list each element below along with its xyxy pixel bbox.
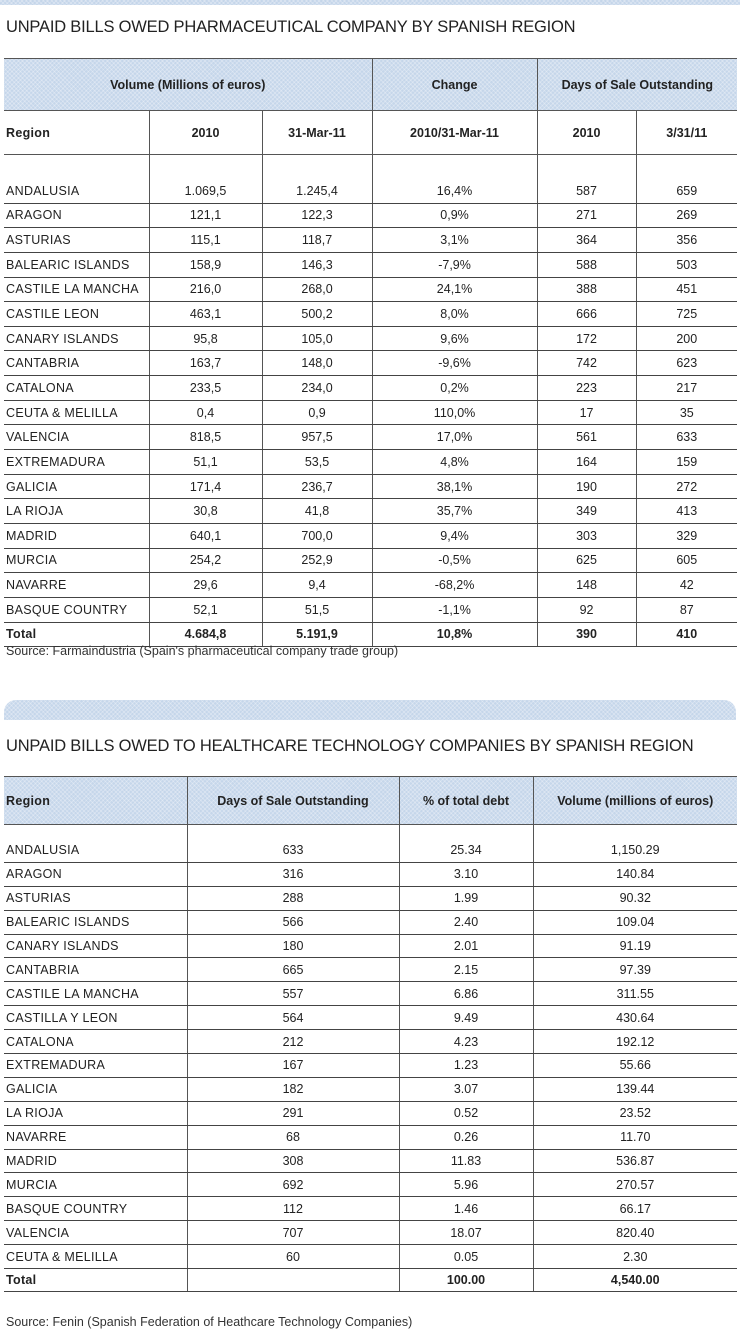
column-header-dso-mar11: 3/31/11 (636, 111, 737, 155)
dso-group-header: Days of Sale Outstanding (537, 59, 737, 111)
value-cell: 308 (187, 1149, 399, 1173)
value-cell: 1,150.29 (533, 839, 737, 862)
column-header-dso-2010: 2010 (537, 111, 636, 155)
region-cell: MURCIA (4, 1173, 187, 1197)
region-cell: ASTURIAS (4, 886, 187, 910)
table-row (4, 548, 737, 573)
header-spacer-row (4, 155, 737, 180)
value-cell: 109.04 (533, 910, 737, 934)
value-cell: 148 (537, 573, 636, 598)
value-cell: 91.19 (533, 934, 737, 958)
region-cell: BALEARIC ISLANDS (4, 910, 187, 934)
region-cell: CANARY ISLANDS (4, 326, 149, 351)
pharma-table-title: UNPAID BILLS OWED PHARMACEUTICAL COMPANY BY SPANISH REGION (6, 18, 576, 36)
value-cell: 633 (187, 839, 399, 862)
table-row (4, 203, 737, 228)
value-cell: 122,3 (262, 203, 372, 228)
value-cell: 818,5 (149, 425, 262, 450)
value-cell: 51,5 (262, 597, 372, 622)
total-value-cell: 410 (636, 622, 737, 646)
value-cell: 1.46 (399, 1197, 533, 1221)
value-cell: 66.17 (533, 1197, 737, 1221)
spacer-cell (636, 155, 737, 180)
total-value-cell: 5.191,9 (262, 622, 372, 646)
value-cell: 742 (537, 351, 636, 376)
value-cell: 500,2 (262, 302, 372, 327)
table-row (4, 179, 737, 203)
value-cell: 171,4 (149, 474, 262, 499)
table-row (4, 1054, 737, 1078)
value-cell: 24,1% (372, 277, 537, 302)
total-value-cell: 4.684,8 (149, 622, 262, 646)
total-row (4, 622, 737, 646)
value-cell: 451 (636, 277, 737, 302)
pharma-unpaid-bills-table (4, 58, 737, 647)
pharma-source-note: Source: Farmaindustria (Spain's pharmaceutical company trade group) (6, 644, 399, 658)
table-row (4, 958, 737, 982)
value-cell: 118,7 (262, 228, 372, 253)
value-cell: 192.12 (533, 1030, 737, 1054)
value-cell: 2.40 (399, 910, 533, 934)
spacer-cell (537, 155, 636, 180)
value-cell: 3.10 (399, 862, 533, 886)
value-cell: 463,1 (149, 302, 262, 327)
table-row (4, 400, 737, 425)
table-row (4, 499, 737, 524)
table-row (4, 1101, 737, 1125)
table-row (4, 573, 737, 598)
value-cell: 625 (537, 548, 636, 573)
value-cell: 665 (187, 958, 399, 982)
table-row (4, 252, 737, 277)
region-cell: CASTILLA Y LEON (4, 1006, 187, 1030)
value-cell: 146,3 (262, 252, 372, 277)
spacer-cell (533, 825, 737, 840)
value-cell: 164 (537, 450, 636, 475)
value-cell: 588 (537, 252, 636, 277)
value-cell: 53,5 (262, 450, 372, 475)
table-row (4, 376, 737, 401)
value-cell: 1.99 (399, 886, 533, 910)
total-label-cell: Total (4, 622, 149, 646)
value-cell: 9.49 (399, 1006, 533, 1030)
value-cell: 269 (636, 203, 737, 228)
value-cell: 23.52 (533, 1101, 737, 1125)
value-cell: 430.64 (533, 1006, 737, 1030)
value-cell: 666 (537, 302, 636, 327)
value-cell: 233,5 (149, 376, 262, 401)
region-cell: BALEARIC ISLANDS (4, 252, 149, 277)
volume-group-header: Volume (Millions of euros) (4, 59, 372, 111)
value-cell: 957,5 (262, 425, 372, 450)
total-value-cell (187, 1269, 399, 1292)
spacer-cell (4, 155, 149, 180)
value-cell: 725 (636, 302, 737, 327)
region-cell: CASTILE LEON (4, 302, 149, 327)
value-cell: -7,9% (372, 252, 537, 277)
value-cell: 0,2% (372, 376, 537, 401)
table-row (4, 1173, 737, 1197)
value-cell: 623 (636, 351, 737, 376)
region-cell: CEUTA & MELILLA (4, 400, 149, 425)
table-row (4, 1006, 737, 1030)
value-cell: 234,0 (262, 376, 372, 401)
value-cell: 1.069,5 (149, 179, 262, 203)
value-cell: 60 (187, 1245, 399, 1269)
value-cell: -1,1% (372, 597, 537, 622)
value-cell: 139.44 (533, 1077, 737, 1101)
value-cell: 29,6 (149, 573, 262, 598)
value-cell: 121,1 (149, 203, 262, 228)
value-cell: 17,0% (372, 425, 537, 450)
table-row (4, 1245, 737, 1269)
value-cell: 182 (187, 1077, 399, 1101)
region-cell: MADRID (4, 523, 149, 548)
column-header-volume-2010: 2010 (149, 111, 262, 155)
value-cell: 18.07 (399, 1221, 533, 1245)
healthtech-column-header-row (4, 777, 737, 825)
value-cell: 51,1 (149, 450, 262, 475)
value-cell: 167 (187, 1054, 399, 1078)
value-cell: 9,4 (262, 573, 372, 598)
value-cell: 11.70 (533, 1125, 737, 1149)
value-cell: 272 (636, 474, 737, 499)
value-cell: 557 (187, 982, 399, 1006)
column-header-region: Region (4, 111, 149, 155)
value-cell: 329 (636, 523, 737, 548)
region-cell: ANDALUSIA (4, 839, 187, 862)
region-cell: CASTILE LA MANCHA (4, 982, 187, 1006)
value-cell: 9,4% (372, 523, 537, 548)
value-cell: 35,7% (372, 499, 537, 524)
value-cell: 356 (636, 228, 737, 253)
value-cell: 413 (636, 499, 737, 524)
value-cell: 25.34 (399, 839, 533, 862)
value-cell: 252,9 (262, 548, 372, 573)
value-cell: 316 (187, 862, 399, 886)
value-cell: 2.15 (399, 958, 533, 982)
top-decorative-rule (0, 0, 740, 5)
region-cell: ARAGON (4, 862, 187, 886)
region-cell: EXTREMADURA (4, 1054, 187, 1078)
value-cell: 6.86 (399, 982, 533, 1006)
value-cell: 9,6% (372, 326, 537, 351)
value-cell: -9,6% (372, 351, 537, 376)
value-cell: 190 (537, 474, 636, 499)
table-row (4, 1030, 737, 1054)
value-cell: 503 (636, 252, 737, 277)
value-cell: 8,0% (372, 302, 537, 327)
table-row (4, 302, 737, 327)
table-row (4, 450, 737, 475)
value-cell: 200 (636, 326, 737, 351)
table-row (4, 523, 737, 548)
region-cell: ARAGON (4, 203, 149, 228)
value-cell: 2.30 (533, 1245, 737, 1269)
value-cell: 17 (537, 400, 636, 425)
column-header-change: 2010/31-Mar-11 (372, 111, 537, 155)
value-cell: 3,1% (372, 228, 537, 253)
value-cell: 291 (187, 1101, 399, 1125)
table-row (4, 982, 737, 1006)
region-cell: MADRID (4, 1149, 187, 1173)
value-cell: 38,1% (372, 474, 537, 499)
region-cell: CANTABRIA (4, 351, 149, 376)
column-header-pct-total-debt: % of total debt (399, 777, 533, 825)
value-cell: 68 (187, 1125, 399, 1149)
table-row (4, 326, 737, 351)
value-cell: 115,1 (149, 228, 262, 253)
value-cell: 388 (537, 277, 636, 302)
value-cell: 270.57 (533, 1173, 737, 1197)
value-cell: 640,1 (149, 523, 262, 548)
header-spacer-row (4, 825, 737, 840)
value-cell: 97.39 (533, 958, 737, 982)
value-cell: 0.26 (399, 1125, 533, 1149)
total-row (4, 1269, 737, 1292)
table-row (4, 934, 737, 958)
region-cell: GALICIA (4, 1077, 187, 1101)
section-divider-band (4, 700, 736, 720)
healthtech-source-note: Source: Fenin (Spanish Federation of Heathcare Technology Companies) (6, 1315, 413, 1329)
value-cell: 212 (187, 1030, 399, 1054)
change-group-header: Change (372, 59, 537, 111)
value-cell: 105,0 (262, 326, 372, 351)
total-value-cell: 100.00 (399, 1269, 533, 1292)
table-row (4, 597, 737, 622)
region-cell: LA RIOJA (4, 1101, 187, 1125)
table-row (4, 1125, 737, 1149)
table-row (4, 839, 737, 862)
value-cell: 4.23 (399, 1030, 533, 1054)
spacer-cell (372, 155, 537, 180)
value-cell: 566 (187, 910, 399, 934)
value-cell: 4,8% (372, 450, 537, 475)
table-row (4, 474, 737, 499)
region-cell: ASTURIAS (4, 228, 149, 253)
region-cell: NAVARRE (4, 573, 149, 598)
table-row (4, 862, 737, 886)
value-cell: 216,0 (149, 277, 262, 302)
value-cell: 271 (537, 203, 636, 228)
value-cell: 92 (537, 597, 636, 622)
value-cell: 254,2 (149, 548, 262, 573)
value-cell: 140.84 (533, 862, 737, 886)
spacer-cell (149, 155, 262, 180)
value-cell: 707 (187, 1221, 399, 1245)
column-header-volume: Volume (millions of euros) (533, 777, 737, 825)
region-cell: VALENCIA (4, 425, 149, 450)
value-cell: 633 (636, 425, 737, 450)
value-cell: 561 (537, 425, 636, 450)
value-cell: 95,8 (149, 326, 262, 351)
region-cell: MURCIA (4, 548, 149, 573)
region-cell: VALENCIA (4, 1221, 187, 1245)
value-cell: 16,4% (372, 179, 537, 203)
value-cell: 41,8 (262, 499, 372, 524)
total-value-cell: 4,540.00 (533, 1269, 737, 1292)
value-cell: 2.01 (399, 934, 533, 958)
spacer-cell (187, 825, 399, 840)
value-cell: 110,0% (372, 400, 537, 425)
table-row (4, 351, 737, 376)
pharma-group-header-row (4, 59, 737, 111)
value-cell: 148,0 (262, 351, 372, 376)
region-cell: CEUTA & MELILLA (4, 1245, 187, 1269)
value-cell: 159 (636, 450, 737, 475)
value-cell: 158,9 (149, 252, 262, 277)
value-cell: 0,4 (149, 400, 262, 425)
region-cell: NAVARRE (4, 1125, 187, 1149)
value-cell: 268,0 (262, 277, 372, 302)
table-row (4, 1149, 737, 1173)
region-cell: CANTABRIA (4, 958, 187, 982)
value-cell: -0,5% (372, 548, 537, 573)
value-cell: 3.07 (399, 1077, 533, 1101)
value-cell: 605 (636, 548, 737, 573)
value-cell: 42 (636, 573, 737, 598)
value-cell: 536.87 (533, 1149, 737, 1173)
value-cell: 236,7 (262, 474, 372, 499)
region-cell: BASQUE COUNTRY (4, 597, 149, 622)
value-cell: 35 (636, 400, 737, 425)
value-cell: 0,9% (372, 203, 537, 228)
region-cell: GALICIA (4, 474, 149, 499)
value-cell: 30,8 (149, 499, 262, 524)
value-cell: 820.40 (533, 1221, 737, 1245)
region-cell: CANARY ISLANDS (4, 934, 187, 958)
value-cell: 659 (636, 179, 737, 203)
value-cell: 311.55 (533, 982, 737, 1006)
value-cell: 692 (187, 1173, 399, 1197)
value-cell: 5.96 (399, 1173, 533, 1197)
value-cell: 1.23 (399, 1054, 533, 1078)
total-label-cell: Total (4, 1269, 187, 1292)
value-cell: 0,9 (262, 400, 372, 425)
healthtech-unpaid-bills-table (4, 776, 737, 1292)
column-header-region: Region (4, 777, 187, 825)
value-cell: 564 (187, 1006, 399, 1030)
value-cell: 1.245,4 (262, 179, 372, 203)
value-cell: 303 (537, 523, 636, 548)
region-cell: EXTREMADURA (4, 450, 149, 475)
region-cell: CATALONA (4, 376, 149, 401)
table-row (4, 425, 737, 450)
region-cell: CASTILE LA MANCHA (4, 277, 149, 302)
value-cell: -68,2% (372, 573, 537, 598)
table-row (4, 277, 737, 302)
value-cell: 288 (187, 886, 399, 910)
value-cell: 700,0 (262, 523, 372, 548)
total-value-cell: 390 (537, 622, 636, 646)
spacer-cell (262, 155, 372, 180)
value-cell: 0.05 (399, 1245, 533, 1269)
table-row (4, 228, 737, 253)
region-cell: CATALONA (4, 1030, 187, 1054)
value-cell: 223 (537, 376, 636, 401)
pharma-column-header-row (4, 111, 737, 155)
value-cell: 90.32 (533, 886, 737, 910)
region-cell: BASQUE COUNTRY (4, 1197, 187, 1221)
table-row (4, 910, 737, 934)
total-value-cell: 10,8% (372, 622, 537, 646)
table-row (4, 886, 737, 910)
table-row (4, 1077, 737, 1101)
table-row (4, 1221, 737, 1245)
value-cell: 587 (537, 179, 636, 203)
value-cell: 0.52 (399, 1101, 533, 1125)
value-cell: 172 (537, 326, 636, 351)
value-cell: 87 (636, 597, 737, 622)
value-cell: 55.66 (533, 1054, 737, 1078)
healthtech-table-title: UNPAID BILLS OWED TO HEALTHCARE TECHNOLOGY COMPANIES BY SPANISH REGION (6, 737, 694, 755)
value-cell: 217 (636, 376, 737, 401)
spacer-cell (399, 825, 533, 840)
region-cell: ANDALUSIA (4, 179, 149, 203)
table-row (4, 1197, 737, 1221)
value-cell: 112 (187, 1197, 399, 1221)
value-cell: 52,1 (149, 597, 262, 622)
column-header-volume-mar11: 31-Mar-11 (262, 111, 372, 155)
value-cell: 163,7 (149, 351, 262, 376)
value-cell: 364 (537, 228, 636, 253)
value-cell: 349 (537, 499, 636, 524)
value-cell: 11.83 (399, 1149, 533, 1173)
column-header-dso: Days of Sale Outstanding (187, 777, 399, 825)
region-cell: LA RIOJA (4, 499, 149, 524)
value-cell: 180 (187, 934, 399, 958)
spacer-cell (4, 825, 187, 840)
